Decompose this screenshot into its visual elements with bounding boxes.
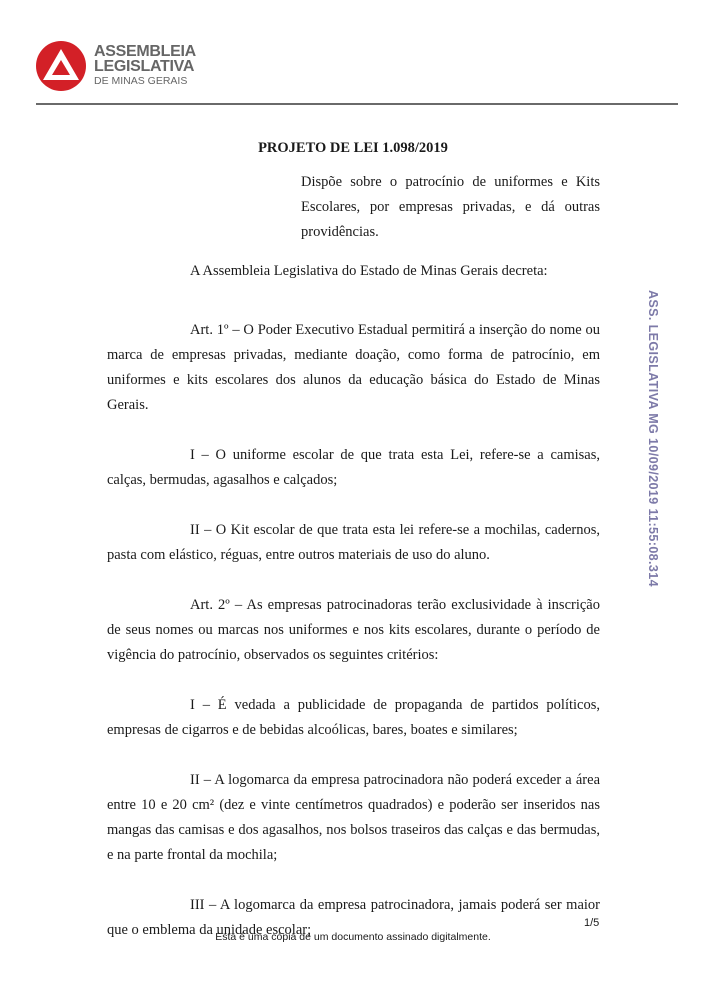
- paragraph-art-2-item-ii: II – A logomarca da empresa patrocinadora não poderá exceder a área entre 10 e 20 cm² (dez e vinte centímetros quadrados) e poderão ser inseridos nas mangas das camisas e dos agasalhos, nos bolsos traseiros das calças e das bermudas, e na parte frontal da mochila;: [107, 772, 600, 863]
- footer-note: Esta é uma cópia de um documento assinado digitalmente.: [215, 931, 491, 943]
- page-number: 1/5: [584, 917, 600, 929]
- document-ementa: Dispõe sobre o patrocínio de uniformes e Kits Escolares, por empresas privadas, e dá outras providências.: [301, 174, 600, 240]
- brand-line-2: LEGISLATIVA: [94, 58, 195, 75]
- brand-line-1: ASSEMBLEIA: [94, 43, 196, 60]
- paragraph-art-2-item-i: I – É vedada a publicidade de propaganda de partidos políticos, empresas de cigarros e de bebidas alcoólicas, bares, boates e similares;: [107, 697, 600, 738]
- brand-line-3: DE MINAS GERAIS: [94, 75, 188, 87]
- paragraph-art-2: Art. 2º – As empresas patrocinadoras terão exclusividade à inscrição de seus nomes ou marcas nos uniformes e nos kits escolares, durante o período de vigência do patrocínio, observados os seguintes critérios:: [107, 597, 600, 663]
- decree-line: A Assembleia Legislativa do Estado de Minas Gerais decreta:: [190, 263, 548, 279]
- paragraph-art-1: Art. 1º – O Poder Executivo Estadual permitirá a inserção do nome ou marca de empresas privadas, mediante doação, como forma de patrocínio, em uniformes e kits escolares dos alunos da educação básica do Estado de Minas Gerais.: [107, 322, 600, 413]
- header-divider: [36, 103, 678, 105]
- assembly-logo-icon: [34, 40, 88, 92]
- document-title: PROJETO DE LEI 1.098/2019: [258, 140, 448, 156]
- paragraph-art-1-item-ii: II – O Kit escolar de que trata esta lei refere-se a mochilas, cadernos, pasta com elástico, réguas, entre outros materiais de uso do aluno.: [107, 522, 600, 563]
- protocol-stamp: ASS. LEGISLATIVA MG 10/09/2019 11:55:08.314: [646, 290, 660, 587]
- page-header: [0, 0, 706, 106]
- paragraph-art-1-item-i: I – O uniforme escolar de que trata esta Lei, refere-se a camisas, calças, bermudas, agasalhos e calçados;: [107, 447, 600, 488]
- document-body: [107, 318, 600, 968]
- paragraph-art-2-item-iii: III – A logomarca da empresa patrocinadora, jamais poderá ser maior que o emblema da unidade escolar;: [107, 897, 600, 938]
- assembly-brand: [94, 44, 196, 88]
